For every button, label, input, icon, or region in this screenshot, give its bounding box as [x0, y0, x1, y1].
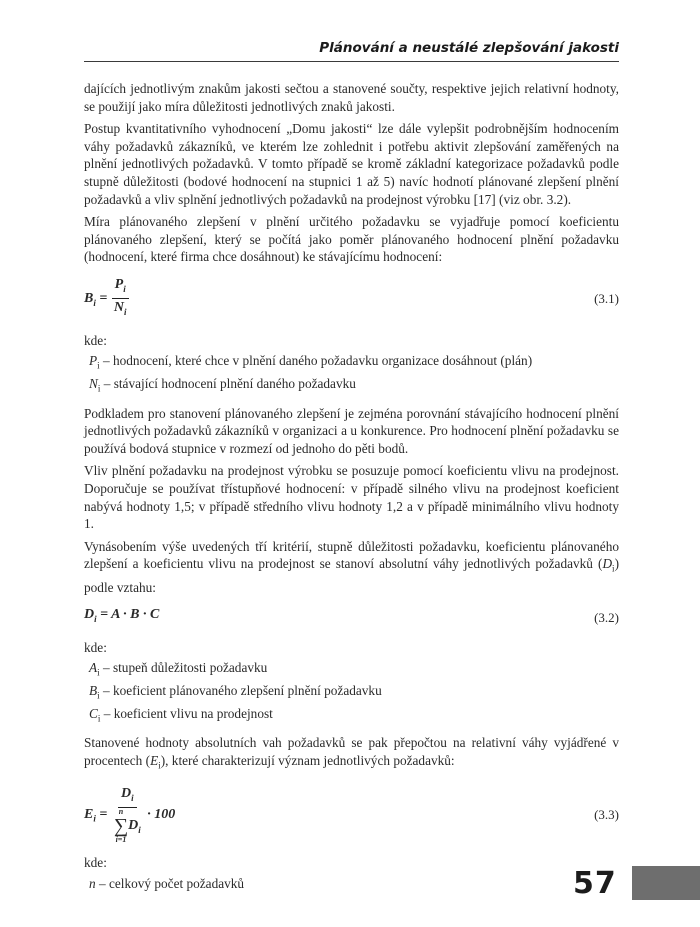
- definition-list-2: [84, 659, 619, 727]
- formula-3-1: [84, 276, 619, 322]
- page-number: 57: [573, 866, 617, 901]
- where-label: kde:: [84, 332, 107, 348]
- paragraph-1: dajících jednotlivým znakům jakosti sečtou a stanovené součty, respektive jejich relativní hodnoty, se použijí jako míra důležitosti jednotlivých znaků jakosti.: [84, 81, 619, 114]
- definition-item: n – celkový počet požadavků: [89, 876, 245, 891]
- definition-item: $B_i$ – koeficient plánovaného zlepšení plnění požadavku: [89, 682, 382, 701]
- formula-3-3: [84, 785, 619, 844]
- equation-number: (3.1): [594, 291, 619, 307]
- paragraph-4: Podkladem pro stanovení plánovaného zlepšení je zejména porovnání stávajícího hodnocení plnění jednotlivých požadavků zákazníků v organizaci a u konkurence. Pro hodnocení plnění požadavku se používá bodová stupnice v rozmezí od jednoho do pěti bodů.: [84, 405, 619, 456]
- definition-item: $P_i$ – hodnocení, které chce v plnění daného požadavku organizace dosáhnout (plán): [89, 353, 533, 371]
- running-header: Plánování a neustálé zlepšování jakosti: [319, 40, 619, 56]
- page-content: [84, 80, 619, 900]
- page-edge-tab: [632, 866, 700, 900]
- formula-3-1-expression: $B_i$ = $\frac{P_i}{N_i}$: [84, 276, 129, 322]
- formula-3-2-expression: $D_i = A \cdot B \cdot C$: [84, 607, 160, 625]
- where-label: kde:: [84, 855, 107, 871]
- header-rule: [84, 61, 619, 62]
- paragraph-6: Vynásobením výše uvedených tří kritérií, stupně důležitosti požadavku, koeficientu plánovaného zlepšení a koeficientu vlivu na prodejnost se stanoví absolutní váhy jednotlivých požadavků $(D_i)$ podle vztahu:: [84, 538, 619, 595]
- definition-item: $C_i$ – koeficient vlivu na prodejnost: [89, 705, 273, 724]
- formula-3-3-expression: $E_i$ = $D_i$ n ∑ i=1 $D_i$ · 100: [84, 786, 176, 845]
- definition-list-3: [84, 875, 619, 893]
- paragraph-5: Vliv plnění požadavku na prodejnost výrobku se posuzuje pomocí koeficientu vlivu na prodejnost. Doporučuje se používat třístupňové hodnocení: v případě silného vlivu na prodejnost koeficient nabývá hodnoty 1,5; v případě středního vlivu hodnoty 1,2 a v případě minimálního vlivu hodnoty 1.: [84, 463, 619, 532]
- fraction: $D_i$ n ∑ i=1 $D_i$: [113, 786, 141, 845]
- where-label: kde:: [84, 639, 107, 655]
- equation-number: (3.3): [594, 806, 619, 822]
- equation-number: (3.2): [594, 609, 619, 625]
- fraction: $\frac{P_i}{N_i}$: [111, 276, 130, 322]
- formula-3-2: [84, 606, 619, 628]
- definition-item: $N_i$ – stávající hodnocení plnění daného požadavku: [89, 375, 356, 394]
- definition-list-1: [84, 352, 619, 397]
- paragraph-3: Míra plánovaného zlepšení v plnění určitého požadavku se vyjadřuje pomocí koeficientu plánovaného zlepšení, který se počítá jako poměr plánovaného hodnocení plnění požadavku (hodnocení, které firma chce dosáhnout) ke stávajícímu hodnocení:: [84, 214, 619, 265]
- summation-icon: n ∑ i=1: [113, 807, 129, 845]
- paragraph-2: Postup kvantitativního vyhodnocení „Domu jakosti“ lze dále vylepšit podrobnějším hodnocením váhy požadavků zákazníků, ve kterém lze zohlednit i potřebu aktivit zlepšování zaměřených na plnění jednotlivých požadavků. V tomto případě se kromě základní kategorizace požadavků podle stupně důležitosti (bodové hodnocení na stupnici 1 až 5) navíc hodnotí plánované zlepšení plnění požadavků a vliv splnění jednotlivých požadavků na prodejnost výrobku [17] (viz obr. 3.2).: [84, 121, 619, 207]
- definition-item: $A_i$ – stupeň důležitosti požadavku: [89, 660, 268, 678]
- paragraph-7: Stanovené hodnoty absolutních vah požadavků se pak přepočtou na relativní váhy vyjádřené v procentech $(E_i)$, které charakterizují význam jednotlivých požadavků:: [84, 735, 619, 771]
